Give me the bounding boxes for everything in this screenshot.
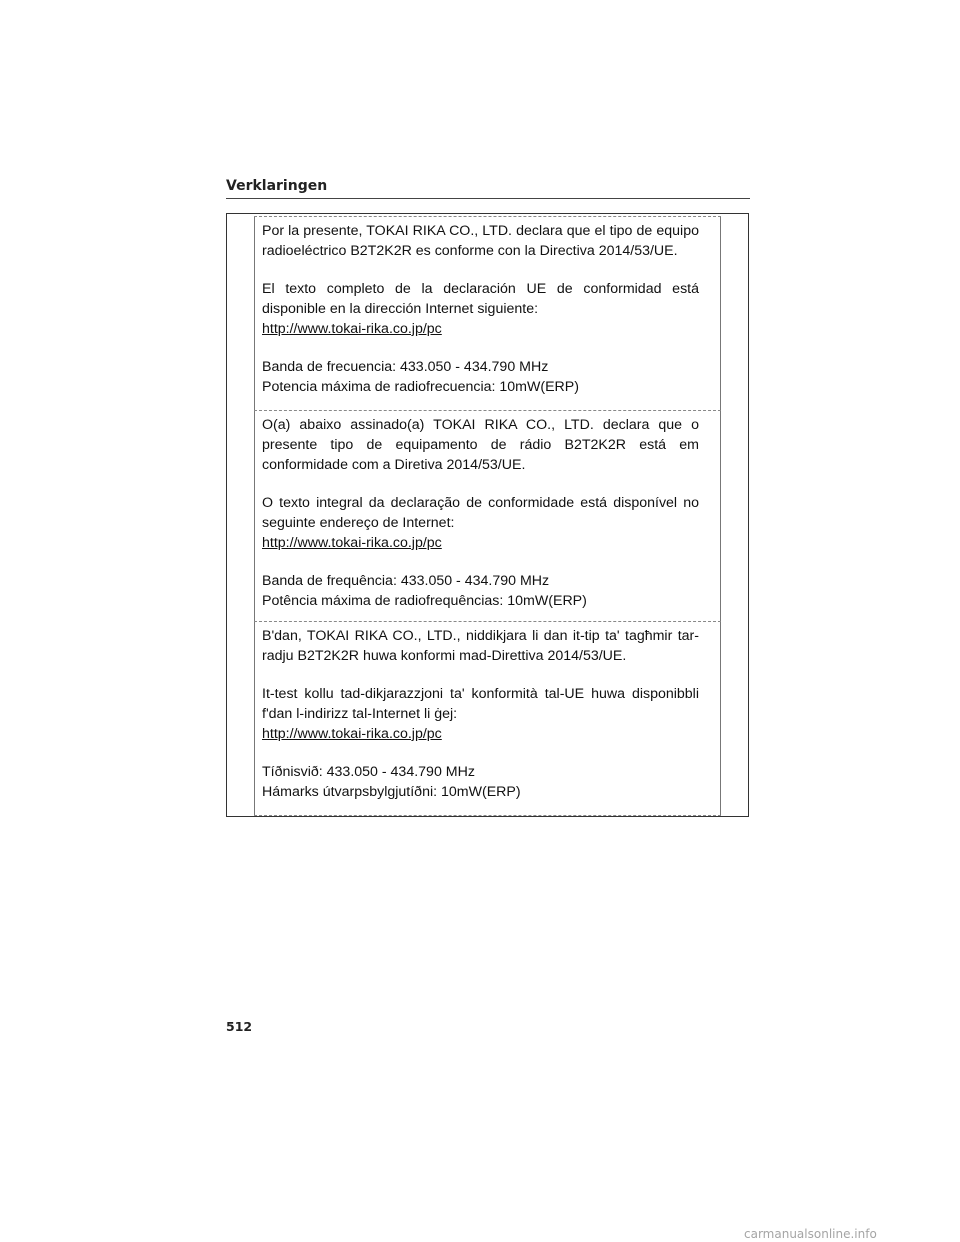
declaration-url-link[interactable]: http://www.tokai-rika.co.jp/pc [262, 535, 442, 551]
frequency-band: Tíðnisvið: 433.050 - 434.790 MHz [262, 764, 475, 780]
title-divider [226, 198, 750, 199]
declaration-statement: Por la presente, TOKAI RIKA CO., LTD. declara que el tipo de equipo radioeléctrico B2T2K2R es conforme con la Directiva 2014/53/UE. [262, 223, 699, 259]
declaration-specs [262, 357, 699, 397]
declaration-portuguese [254, 410, 721, 621]
frequency-band: Banda de frecuencia: 433.050 - 434.790 MHz [262, 359, 549, 375]
declaration-specs [262, 762, 699, 802]
declaration-fulltext-note [262, 279, 699, 339]
max-power: Potencia máxima de radiofrecuencia: 10mW(ERP) [262, 379, 579, 395]
declaration-maltese [254, 621, 721, 816]
declaration-statement: O(a) abaixo assinado(a) TOKAI RIKA CO., LTD. declara que o presente tipo de equipamento de rádio B2T2K2R está em conformidade com a Diretiva 2014/53/UE. [262, 417, 699, 473]
fulltext-sentence: O texto integral da declaração de conformidade está disponível no seguinte endereço de Internet: [262, 495, 699, 531]
declaration-fulltext-note [262, 493, 699, 553]
declaration-statement: B'dan, TOKAI RIKA CO., LTD., niddikjara li dan it-tip ta' tagħmir tar-radju B2T2K2R huwa konformi mad-Direttiva 2014/53/UE. [262, 628, 699, 664]
fulltext-sentence: It-test kollu tad-dikjarazzjoni ta' konformità tal-UE huwa disponibbli f'dan l-indirizz tal-Internet li ġej: [262, 686, 699, 722]
declaration-url-link[interactable]: http://www.tokai-rika.co.jp/pc [262, 726, 442, 742]
declaration-specs [262, 571, 699, 611]
declaration-url-link[interactable]: http://www.tokai-rika.co.jp/pc [262, 321, 442, 337]
max-power: Potência máxima de radiofrequências: 10mW(ERP) [262, 593, 587, 609]
section-title: Verklaringen [226, 178, 328, 194]
fulltext-sentence: El texto completo de la declaración UE de conformidad está disponible en la dirección Internet siguiente: [262, 281, 699, 317]
max-power: Hámarks útvarpsbylgjutíðni: 10mW(ERP) [262, 784, 521, 800]
frequency-band: Banda de frequência: 433.050 - 434.790 MHz [262, 573, 550, 589]
declaration-spanish [254, 216, 721, 411]
page-number: 512 [226, 1019, 253, 1034]
declaration-fulltext-note [262, 684, 699, 744]
watermark-text: carmanualsonline.info [744, 1227, 877, 1241]
